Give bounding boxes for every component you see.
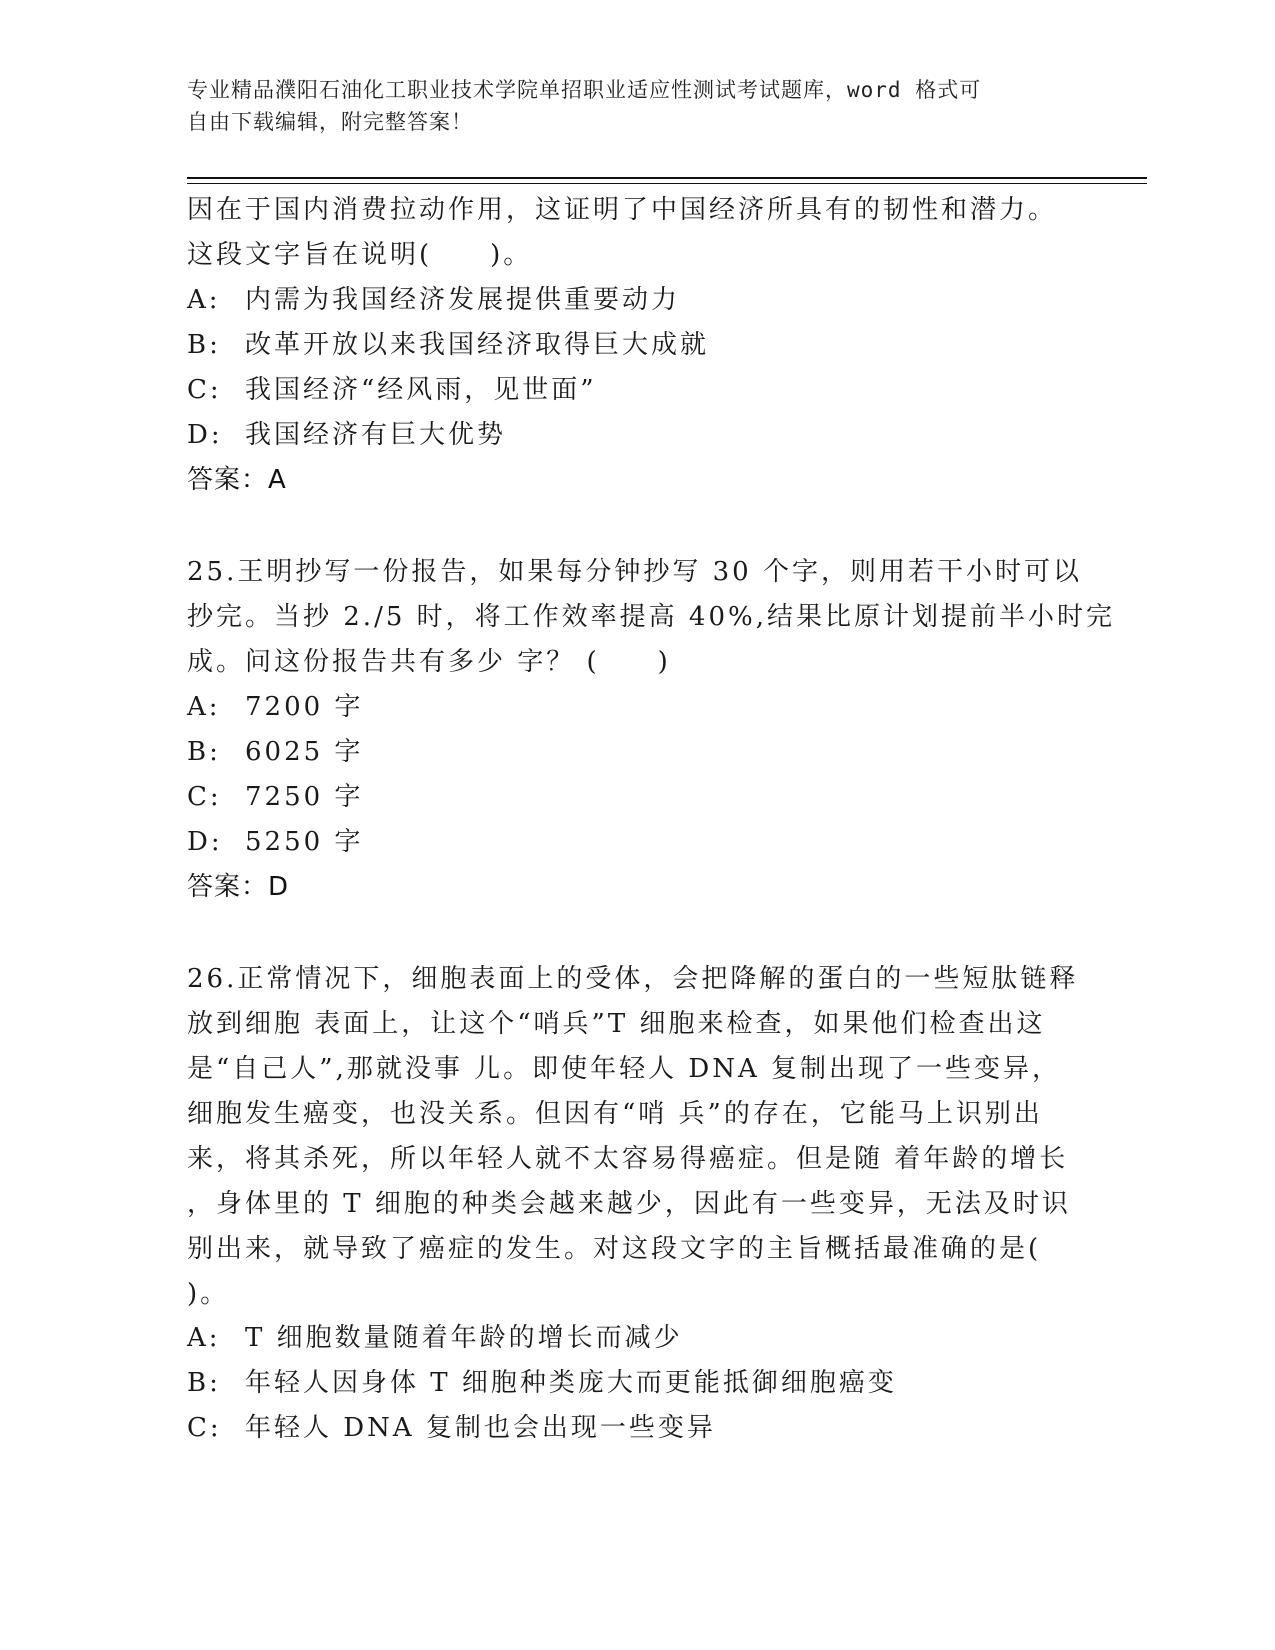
question-text-line: 抄完。当抄 2./5 时，将工作效率提高 40%,结果比原计划提前半小时完 [187, 602, 1115, 632]
question-text-line: ，身体里的 T 细胞的种类会越来越少，因此有一些变异，无法及时识 [187, 1189, 1071, 1219]
header-rule-thick [187, 177, 1147, 179]
option-text: 年轻人 DNA 复制也会出现一些变异 [245, 1413, 716, 1443]
answer-line: 答案：D [187, 872, 290, 902]
spacer [187, 910, 1087, 957]
option-letter: D: [187, 827, 223, 857]
option-a [187, 1316, 1087, 1361]
option-letter: C: [187, 375, 222, 405]
answer-line: 答案：A [187, 465, 287, 495]
header-line-1: 专业精品濮阳石油化工职业技术学院单招职业适应性测试考试题库，word 格式可 [187, 78, 982, 102]
question-text-line: 细胞发生癌变，也没关系。但因有“哨 兵”的存在，它能马上识别出 [187, 1099, 1043, 1129]
question-text-line: 25.王明抄写一份报告，如果每分钟抄写 30 个字，则用若干小时可以 [187, 557, 1082, 587]
option-b [187, 1361, 1087, 1406]
option-letter: B: [187, 1368, 221, 1398]
question-25 [187, 550, 1115, 910]
option-text: 内需为我国经济发展提供重要动力 [245, 285, 681, 315]
option-text: 7250 字 [245, 782, 364, 812]
option-c [187, 1406, 1087, 1451]
option-letter: A: [187, 1323, 221, 1353]
option-b [187, 730, 1087, 775]
question-text-line: )。 [187, 1279, 230, 1309]
option-c [187, 368, 1087, 413]
option-a [187, 278, 1087, 323]
question-text-line: 放到细胞 表面上，让这个“哨兵”T 细胞来检查，如果他们检查出这 [187, 1009, 1046, 1039]
question-text-line: 26.正常情况下，细胞表面上的受体，会把降解的蛋白的一些短肽链释 [187, 964, 1079, 994]
option-text: 5250 字 [245, 827, 364, 857]
option-d [187, 820, 1087, 865]
question-text-line: 别出来，就导致了癌症的发生。对这段文字的主旨概括最准确的是( [187, 1234, 1042, 1264]
option-letter: B: [187, 330, 221, 360]
header-rule-thin [187, 183, 1147, 184]
option-text: 改革开放以来我国经济取得巨大成就 [245, 330, 710, 360]
question-text-line: 成。问这份报告共有多少 字？ ( ) [187, 647, 671, 677]
option-letter: C: [187, 782, 222, 812]
header-line-2: 自由下载编辑，附完整答案！ [187, 110, 473, 134]
option-letter: A: [187, 285, 221, 315]
option-letter: A: [187, 692, 221, 722]
option-text: 7200 字 [245, 692, 364, 722]
option-a [187, 685, 1087, 730]
question-text-line: 是“自己人”,那就没事 儿。即使年轻人 DNA 复制出现了一些变异， [187, 1054, 1062, 1084]
spacer [187, 503, 1087, 550]
option-letter: B: [187, 737, 221, 767]
option-b [187, 323, 1087, 368]
option-d [187, 413, 1087, 458]
option-letter: C: [187, 1413, 222, 1443]
question-26 [187, 957, 1087, 1451]
question-24 [187, 188, 1087, 503]
option-text: 我国经济有巨大优势 [245, 420, 507, 450]
question-text-line: 来，将其杀死，所以年轻人就不太容易得癌症。但是随 着年龄的增长 [187, 1144, 1069, 1174]
option-text: T 细胞数量随着年龄的增长而减少 [245, 1323, 683, 1353]
option-text: 6025 字 [245, 737, 364, 767]
question-text-line: 因在于国内消费拉动作用，这证明了中国经济所具有的韧性和潜力。 [187, 195, 1058, 225]
document-body [187, 188, 1115, 1451]
option-c [187, 775, 1087, 820]
option-text: 年轻人因身体 T 细胞种类庞大而更能抵御细胞癌变 [245, 1368, 897, 1398]
question-text-line: 这段文字旨在说明( )。 [187, 240, 533, 270]
option-text: 我国经济“经风雨，见世面” [245, 375, 597, 405]
page-header [187, 74, 1087, 138]
option-letter: D: [187, 420, 223, 450]
